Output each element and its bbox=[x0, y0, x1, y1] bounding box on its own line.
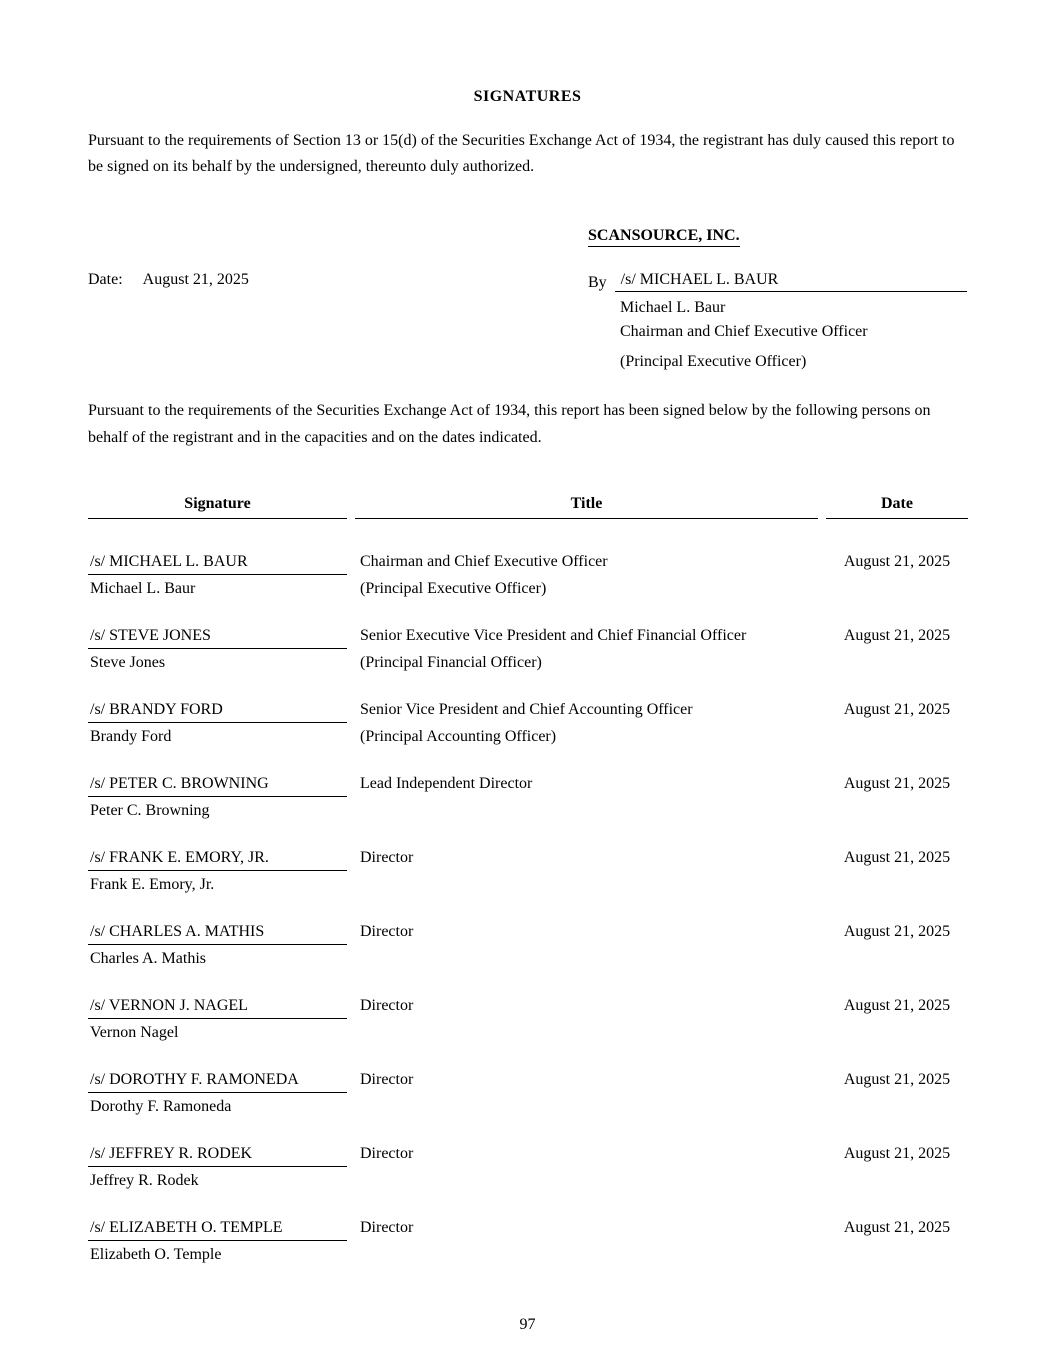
signature-cell bbox=[88, 1071, 347, 1118]
signer-title: Senior Vice President and Chief Accounting Officer bbox=[360, 700, 693, 718]
table-row bbox=[88, 775, 967, 822]
signature-date: August 21, 2025 bbox=[843, 848, 951, 866]
signature-date: August 21, 2025 bbox=[843, 552, 951, 570]
signer-title: Director bbox=[360, 1144, 414, 1162]
signer-title: Director bbox=[360, 996, 414, 1014]
signature-table-header bbox=[88, 495, 967, 519]
signature-date: August 21, 2025 bbox=[843, 1218, 951, 1236]
signature-line: /s/ STEVE JONES bbox=[88, 627, 347, 649]
signer-title: Director bbox=[360, 1218, 414, 1236]
table-row bbox=[88, 923, 967, 970]
title-cell bbox=[355, 1219, 818, 1266]
title-cell bbox=[355, 849, 818, 896]
date-cell bbox=[826, 1071, 968, 1118]
signer-subtitle bbox=[355, 802, 818, 822]
table-row bbox=[88, 1145, 967, 1192]
date-cell bbox=[826, 701, 968, 748]
signature-date: August 21, 2025 bbox=[843, 996, 951, 1014]
date-line bbox=[88, 271, 588, 289]
signer-name: Frank E. Emory, Jr. bbox=[90, 875, 215, 893]
signer-name: Elizabeth O. Temple bbox=[90, 1245, 222, 1263]
signer-name: Brandy Ford bbox=[90, 727, 172, 745]
title-cell bbox=[355, 775, 818, 822]
title-cell bbox=[355, 627, 818, 674]
table-row bbox=[88, 1219, 967, 1266]
signer-name: Jeffrey R. Rodek bbox=[90, 1171, 199, 1189]
column-header-title: Title bbox=[355, 495, 818, 519]
signature-line: /s/ BRANDY FORD bbox=[88, 701, 347, 723]
signature-date: August 21, 2025 bbox=[843, 922, 951, 940]
signature-cell bbox=[88, 1145, 347, 1192]
column-header-signature: Signature bbox=[88, 495, 347, 519]
date-cell bbox=[826, 997, 968, 1044]
signature-cell bbox=[88, 627, 347, 674]
signer-title: Senior Executive Vice President and Chief Financial Officer bbox=[360, 626, 747, 644]
signature-cell bbox=[88, 923, 347, 970]
title-cell bbox=[355, 1145, 818, 1192]
signature-cell bbox=[88, 849, 347, 896]
signer-name: Dorothy F. Ramoneda bbox=[90, 1097, 232, 1115]
table-row bbox=[88, 553, 967, 600]
signature-cell bbox=[88, 775, 347, 822]
signer-title: Director bbox=[360, 922, 414, 940]
table-row bbox=[88, 997, 967, 1044]
title-cell bbox=[355, 701, 818, 748]
date-label: Date: bbox=[88, 270, 123, 288]
signer-name: Peter C. Browning bbox=[90, 801, 210, 819]
ceo-name: Michael L. Baur bbox=[620, 298, 726, 316]
signature-line: /s/ DOROTHY F. RAMONEDA bbox=[88, 1071, 347, 1093]
by-label: By bbox=[588, 273, 607, 291]
signature-cell bbox=[88, 997, 347, 1044]
signer-subtitle bbox=[355, 876, 818, 896]
signature-line: /s/ FRANK E. EMORY, JR. bbox=[88, 849, 347, 871]
ceo-subtitle: (Principal Executive Officer) bbox=[620, 352, 807, 370]
title-cell bbox=[355, 1071, 818, 1118]
signature-date: August 21, 2025 bbox=[843, 626, 951, 644]
date-cell bbox=[826, 923, 968, 970]
signer-title: Lead Independent Director bbox=[360, 774, 533, 792]
signer-subtitle: (Principal Executive Officer) bbox=[360, 579, 547, 597]
date-cell bbox=[826, 1219, 968, 1266]
date-cell bbox=[826, 627, 968, 674]
signer-subtitle bbox=[355, 1024, 818, 1044]
signer-subtitle: (Principal Financial Officer) bbox=[360, 653, 542, 671]
signature-line: /s/ MICHAEL L. BAUR bbox=[88, 553, 347, 575]
table-row bbox=[88, 849, 967, 896]
signature-date: August 21, 2025 bbox=[843, 700, 951, 718]
signature-cell bbox=[88, 553, 347, 600]
by-line bbox=[588, 271, 967, 292]
ceo-signature: /s/ MICHAEL L. BAUR bbox=[615, 271, 967, 292]
signer-subtitle bbox=[355, 1246, 818, 1266]
signer-subtitle: (Principal Accounting Officer) bbox=[360, 727, 557, 745]
title-cell bbox=[355, 997, 818, 1044]
signature-date: August 21, 2025 bbox=[843, 774, 951, 792]
signer-name: Michael L. Baur bbox=[90, 579, 196, 597]
ceo-title: Chairman and Chief Executive Officer bbox=[620, 323, 868, 341]
company-name: SCANSOURCE, INC. bbox=[588, 227, 740, 247]
date-cell bbox=[826, 1145, 968, 1192]
intro-paragraph: Pursuant to the requirements of Section 13 or 15(d) of the Securities Exchange Act of 1934, the registrant has duly caused this report to be signed on its behalf by the undersigned, thereunto duly authorized. bbox=[88, 132, 955, 176]
signature-table-body bbox=[88, 553, 967, 1266]
signer-subtitle bbox=[355, 1098, 818, 1118]
column-header-date: Date bbox=[826, 495, 968, 519]
date-value: August 21, 2025 bbox=[142, 270, 249, 288]
signature-date: August 21, 2025 bbox=[843, 1070, 951, 1088]
signer-name: Charles A. Mathis bbox=[90, 949, 206, 967]
signature-line: /s/ PETER C. BROWNING bbox=[88, 775, 347, 797]
signer-title: Director bbox=[360, 848, 414, 866]
signature-table bbox=[88, 495, 967, 1266]
page-title: SIGNATURES bbox=[473, 88, 582, 105]
signer-title: Director bbox=[360, 1070, 414, 1088]
date-cell bbox=[826, 775, 968, 822]
company-name-line bbox=[88, 227, 967, 247]
signature-cell bbox=[88, 701, 347, 748]
signature-line: /s/ ELIZABETH O. TEMPLE bbox=[88, 1219, 347, 1241]
date-cell bbox=[826, 849, 968, 896]
by-block bbox=[588, 271, 967, 371]
title-cell bbox=[355, 553, 818, 600]
page-number: 97 bbox=[519, 1315, 536, 1333]
signer-title: Chairman and Chief Executive Officer bbox=[360, 552, 608, 570]
signature-line: /s/ CHARLES A. MATHIS bbox=[88, 923, 347, 945]
table-row bbox=[88, 1071, 967, 1118]
signature-date: August 21, 2025 bbox=[843, 1144, 951, 1162]
signature-block bbox=[88, 271, 967, 371]
signature-line: /s/ JEFFREY R. RODEK bbox=[88, 1145, 347, 1167]
signer-subtitle bbox=[355, 1172, 818, 1192]
title-cell bbox=[355, 923, 818, 970]
signer-name: Steve Jones bbox=[90, 653, 166, 671]
signer-subtitle bbox=[355, 950, 818, 970]
signature-line: /s/ VERNON J. NAGEL bbox=[88, 997, 347, 1019]
signer-name: Vernon Nagel bbox=[90, 1023, 179, 1041]
date-cell bbox=[826, 553, 968, 600]
table-row bbox=[88, 627, 967, 674]
table-row bbox=[88, 701, 967, 748]
second-paragraph: Pursuant to the requirements of the Securities Exchange Act of 1934, this report has been signed below by the following persons on behalf of the registrant and in the capacities and on the dates indicated. bbox=[88, 401, 931, 446]
signature-cell bbox=[88, 1219, 347, 1266]
